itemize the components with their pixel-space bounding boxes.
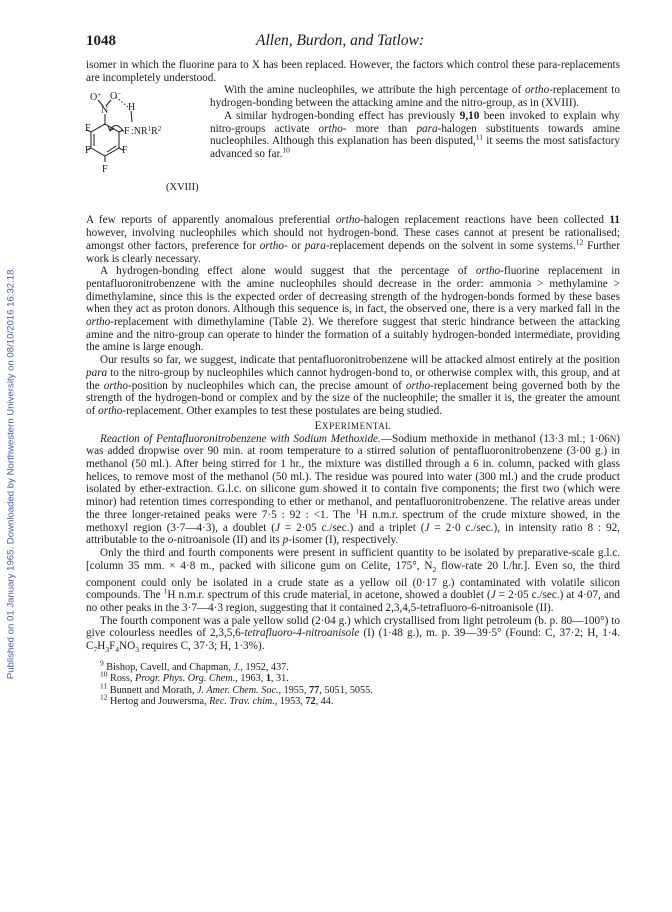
reference-11: $^{11}$ Bunnett and Morath, J. Amer. Chem. Soc., 1955, 77, 5051, 5055. bbox=[100, 681, 373, 696]
ring-f-right-bottom: F bbox=[122, 145, 128, 157]
paragraph-results: Our results so far, we suggest, indicate that pentafluoronitrobenzene will be attacked almost entirely at the position para to the nitro-group by nucleophiles which cannot hydrogen-bond to, or otherwise complex with, this group, and at the ortho-position by nucleophiles which can, the precise amount of ortho-replacement being governed both by the strength of the hydrogen-bond or complex and by the size of the nucleophile; the smaller it is, the greater the amount of ortho-replacement. Other examples to test these postulates are being studied. bbox=[86, 354, 620, 417]
figure-paragraph-1: With the amine nucleophiles, we attribute the high percentage of ortho-replacement to hydrogen-bonding between the attacking amine and the nitro-group, as in (XVIII). bbox=[210, 84, 620, 110]
ring-f-left-top: F bbox=[85, 123, 91, 135]
ring-f-ortho: F bbox=[124, 126, 130, 138]
nitro-o-plus: O+ bbox=[90, 91, 102, 104]
reference-9: $^9$ Bishop, Cavell, and Chapman, J., 1952, 437. bbox=[100, 658, 289, 674]
figure-paragraph-2: A similar hydrogen-bonding effect has previously 9,10 been invoked to explain why nitro-groups activate ortho- more than para-halogen substituents towards amine nucleophiles. Although this explanation has been disputed,$^{11}$ it seems the most satisfactory advanced so far.$^{10}$ bbox=[210, 109, 620, 160]
experimental-paragraph-2: Only the third and fourth components were present in sufficient quantity to be isolated by preparative-scale g.l.c. [column 35 mm. × 4·8 m., packed with silicone gum on Celite, 175°, $N_2$ flow-rate 20 l./hr.]. Even so, the third component could only be isolated in a crude state as a yellow oil (0·17 g.) contaminated with volatile silicon compounds. The $^1$H n.m.r. spectrum of this crude material, in acetone, showed a doublet (J = 2·05 c./sec.) at 4·07, and no other peaks in the 3·7—4·3 region, suggesting that it contained 2,3,4,5-tetrafluoro-6-nitroanisole (II). bbox=[86, 546, 620, 615]
running-head: Allen, Burdon, and Tatlow: bbox=[256, 32, 425, 49]
section-heading-experimental: EXPERIMENTAL bbox=[314, 419, 392, 432]
ring-f-left-bottom: F bbox=[85, 145, 91, 157]
reference-10: $^{10}$ Ross, Progr. Phys. Org. Chem., 1963, 1, 31. bbox=[100, 670, 289, 685]
nitro-o-minus: O− bbox=[110, 90, 122, 103]
references bbox=[86, 658, 620, 708]
paragraph-hydrogen-bonding: A hydrogen-bonding effect alone would suggest that the percentage of ortho-fluorine replacement in pentafluoronitrobenzene with the amine nucleophiles should decrease in the order: ammonia > methylamine > dimethylamine, since this is the expected order of decreasing strength of the hydrogen-bonds formed by these bases when they act as proton donors. Although this sequence is, in fact, the observed one, there is a very marked fall in the ortho-replacement with dimethylamine (Table 2). We therefore suggest that steric hindrance between the attacking amine and the nitro-group can operate to hinder the formation of a suitably hydrogen-bonded intermediate, providing the amine is large enough. bbox=[86, 265, 620, 354]
structure-diagram bbox=[86, 84, 210, 214]
experimental-paragraph-3: The fourth component was a pale yellow solid (2·04 g.) which crystallised from light petroleum (b. p. 80—100°) to give colourless needles of 2,3,5,6-tetrafluoro-4-nitroanisole (I) (1·48 g.), m. p. 39—39·5° (Found: C, 37·2; H, 1·4. $C_7H_3F_4NO_3$ requires C, 37·3; H, 1·3%). bbox=[86, 614, 620, 655]
figure-block bbox=[86, 84, 620, 214]
page-number: 1048 bbox=[86, 33, 116, 49]
nitro-n: N bbox=[101, 105, 109, 117]
structure-xviii bbox=[86, 84, 210, 214]
page bbox=[86, 32, 620, 708]
page-header bbox=[86, 32, 620, 50]
publication-watermark: Published on 01 January 1965. Downloaded by Northwestern University on 08/10/2016 16:32:18. bbox=[5, 266, 17, 680]
reference-12: $^{12}$ Hertog and Jouwersma, Rec. Trav. chim., 1953, 72, 44. bbox=[100, 692, 334, 708]
figure-label: (XVIII) bbox=[166, 182, 199, 194]
amine-h: H bbox=[128, 102, 136, 114]
experimental-paragraph-1: Reaction of Pentafluoronitrobenzene with Sodium Methoxide.—Sodium methoxide in methanol (13·3 ml.; 1·06N) was added dropwise over 90 min. at room temperature to a stirred solution of pentafluoronitrobenzene (3·00 g.) in methanol (50 ml.). After being stirred for 1 hr., the mixture was distilled through a 6 in. column, packed with glass helices, to remove most of the methanol (50 ml.). The residue was poured into water (300 ml.) and the crude product isolated by ether-extraction. G.l.c. on silicone gum showed it to contain five components; the first two (which were minor) had retention times corresponding to ether or methanol, and pentafluoronitrobenzene. The relative areas under the three longer-retained peaks were 7·5 : 92 : <1. The $^1$H n.m.r. spectrum of the crude mixture showed, in the methoxyl region (3·7—4·3), a doublet (J = 2·05 c./sec.) and a triplet (J = 2·0 c./sec.), in intensity ratio 8 : 92, attributable to the o-nitroanisole (II) and its p-isomer (I), respectively. bbox=[86, 432, 621, 547]
paragraph-anomalous: A few reports of apparently anomalous preferential ortho-halogen replacement reactions have been collected 11 however, involving nucleophiles which should not hydrogen-bond. These cases cannot at present be rationalised; amongst other factors, preference for ortho- or para-replacement depends on the solvent in some systems.$^{12}$ Further work is clearly necessary. bbox=[86, 214, 621, 265]
intro-paragraph: isomer in which the fluorine para to X has been replaced. However, the factors which control these para-replacements are incompletely understood. bbox=[86, 59, 620, 84]
amine-n: $:NR^1R^2$ bbox=[131, 125, 162, 138]
ring-f-para: F bbox=[102, 164, 108, 176]
figure-side-text bbox=[210, 84, 620, 214]
